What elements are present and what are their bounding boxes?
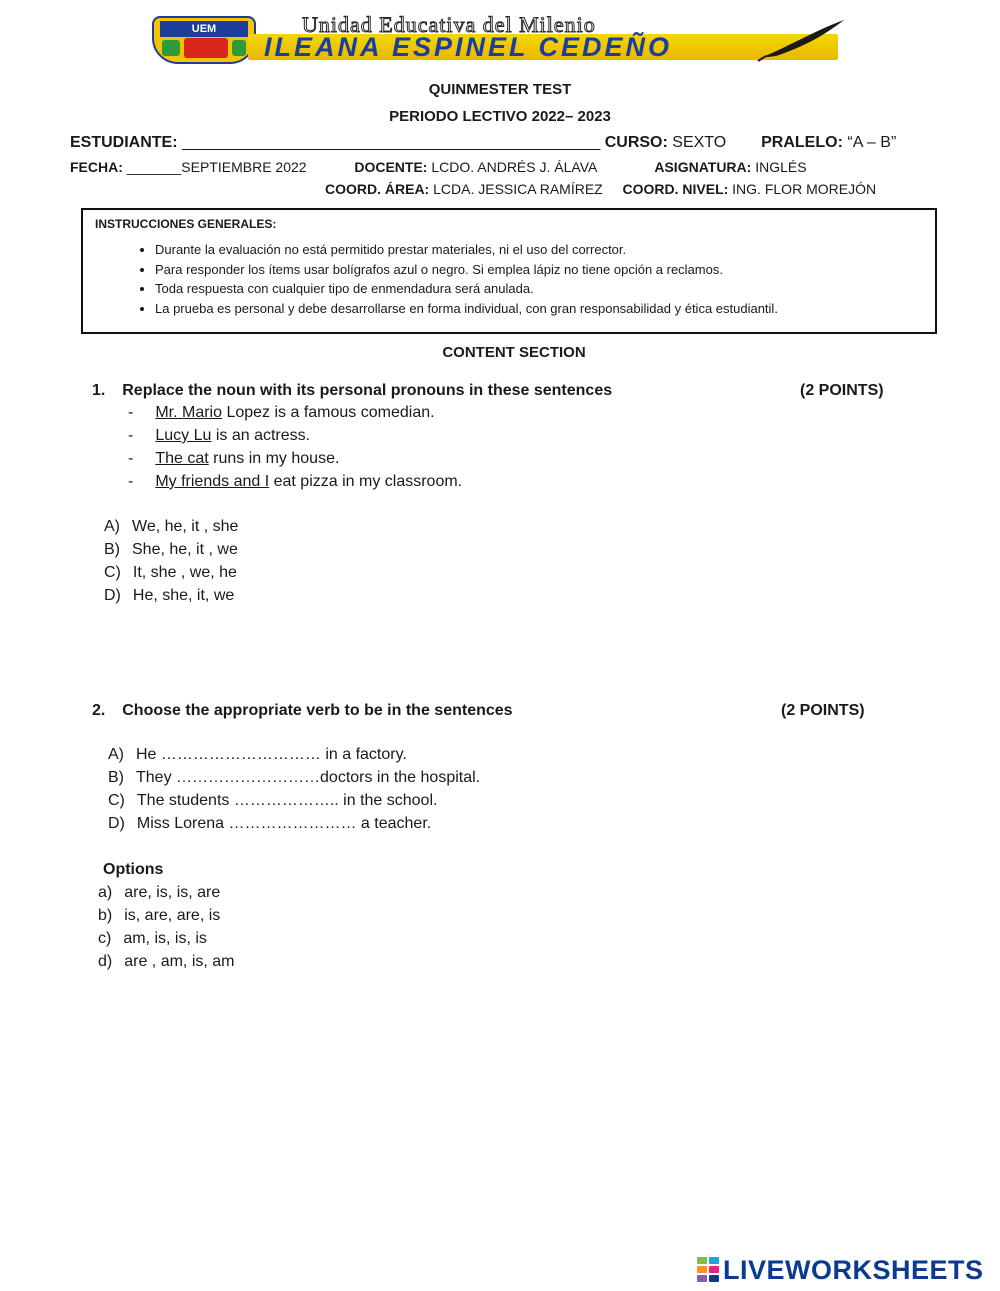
level-label: COORD. NIVEL: bbox=[622, 181, 729, 197]
instructions-box bbox=[81, 208, 937, 334]
student-name-blank[interactable]: _______________________________________________ bbox=[182, 134, 601, 151]
school-name-line2: ILEANA ESPINEL CEDEÑO bbox=[264, 32, 673, 62]
coordinators-row bbox=[325, 181, 876, 197]
instruction-item: • Para responder los ítems usar bolígrafos azul o negro. Si emplea lápiz no tiene opción a reclamos. bbox=[155, 260, 935, 280]
instruction-item: • Toda respuesta con cualquier tipo de enmendadura será anulada. bbox=[155, 279, 935, 299]
question-1-points: (2 POINTS) bbox=[800, 382, 884, 399]
q2-sentence[interactable] bbox=[108, 792, 437, 810]
option-text: am, is, is, is bbox=[123, 930, 207, 947]
instruction-item: • Durante la evaluación no está permitido prestar materiales, ni el uso del corrector. bbox=[155, 240, 935, 260]
liveworksheets-watermark[interactable] bbox=[697, 1255, 993, 1285]
underlined-noun: Mr. Mario bbox=[155, 404, 222, 421]
q1-sentence bbox=[128, 404, 435, 422]
date-label: FECHA: bbox=[70, 159, 123, 175]
content-section-title: CONTENT SECTION bbox=[442, 344, 586, 361]
q1-option-c[interactable] bbox=[104, 564, 237, 582]
parallel-value: “A – B” bbox=[847, 134, 897, 151]
teacher-label: DOCENTE: bbox=[354, 159, 428, 175]
sentence-text: He ………………………… in a factory. bbox=[136, 746, 407, 763]
question-1-heading bbox=[92, 382, 612, 400]
sentence-text: They ………………………doctors in the hospital. bbox=[136, 769, 481, 786]
sentence-text: Miss Lorena …………………… a teacher. bbox=[136, 815, 432, 832]
underlined-noun: Lucy Lu bbox=[155, 427, 212, 444]
school-period: PERIODO LECTIVO 2022– 2023 bbox=[389, 108, 611, 125]
q1-sentence bbox=[128, 473, 462, 491]
question-2-prompt: Choose the appropriate verb to be in the sentences bbox=[122, 702, 513, 719]
student-label: ESTUDIANTE: bbox=[70, 134, 178, 151]
option-text: are , am, is, am bbox=[124, 953, 235, 970]
liveworksheets-logo-icon bbox=[697, 1257, 721, 1283]
sentence-rest: eat pizza in my classroom. bbox=[269, 473, 463, 490]
q1-sentence bbox=[128, 450, 339, 468]
option-letter: D) bbox=[104, 587, 121, 604]
option-text: It, she , we, he bbox=[132, 564, 237, 581]
sentence-rest: runs in my house. bbox=[208, 450, 340, 467]
student-row bbox=[70, 134, 896, 152]
q1-option-a[interactable] bbox=[104, 518, 238, 536]
dash: - bbox=[128, 473, 134, 490]
sentence-text: The students ……………….. in the school. bbox=[136, 792, 438, 809]
date-row bbox=[70, 159, 807, 175]
area-label: COORD. ÁREA: bbox=[325, 181, 430, 197]
sentence-rest: is an actress. bbox=[211, 427, 311, 444]
sentence-letter: D) bbox=[108, 815, 125, 832]
options-title: Options bbox=[103, 861, 164, 878]
quill-icon bbox=[756, 18, 846, 62]
option-text: are, is, is, are bbox=[124, 884, 221, 901]
question-1-prompt: Replace the noun with its personal pronouns in these sentences bbox=[122, 382, 613, 399]
parallel-label: PRALELO: bbox=[761, 134, 843, 151]
q2-option-d[interactable] bbox=[98, 953, 234, 971]
option-text: We, he, it , she bbox=[132, 518, 239, 535]
option-text: She, he, it , we bbox=[132, 541, 238, 558]
q1-sentence bbox=[128, 427, 310, 445]
option-text: He, she, it, we bbox=[132, 587, 235, 604]
option-letter: A) bbox=[104, 518, 120, 535]
q2-sentence[interactable] bbox=[108, 746, 407, 764]
underlined-noun: My friends and I bbox=[155, 473, 270, 490]
question-1-number: 1. bbox=[92, 382, 106, 399]
question-2-points: (2 POINTS) bbox=[781, 702, 865, 719]
option-letter: c) bbox=[98, 930, 112, 947]
shield-text: UEM bbox=[160, 21, 248, 37]
option-text: is, are, are, is bbox=[124, 907, 221, 924]
q2-sentence[interactable] bbox=[108, 815, 431, 833]
teacher-value: LCDO. ANDRÉS J. ÁLAVA bbox=[431, 159, 597, 175]
sentence-letter: C) bbox=[108, 792, 125, 809]
dash: - bbox=[128, 404, 134, 421]
dash: - bbox=[128, 450, 134, 467]
q1-option-d[interactable] bbox=[104, 587, 234, 605]
school-banner bbox=[152, 14, 846, 66]
date-value: _______SEPTIEMBRE 2022 bbox=[126, 159, 307, 175]
course-label: CURSO: bbox=[604, 134, 668, 151]
area-value: LCDA. JESSICA RAMÍREZ bbox=[433, 181, 603, 197]
instruction-item: • La prueba es personal y debe desarrollarse en forma individual, con gran responsabilidad y ética estudiantil. bbox=[155, 299, 935, 319]
school-name-line1: Unidad Educativa del Milenio bbox=[302, 12, 596, 37]
option-letter: b) bbox=[98, 907, 113, 924]
level-value: ING. FLOR MOREJÓN bbox=[732, 181, 877, 197]
subject-value: INGLÉS bbox=[755, 159, 807, 175]
q2-option-b[interactable] bbox=[98, 907, 220, 925]
sentence-rest: Lopez is a famous comedian. bbox=[222, 404, 435, 421]
option-letter: B) bbox=[104, 541, 120, 558]
q2-sentence[interactable] bbox=[108, 769, 480, 787]
instructions-heading: INSTRUCCIONES GENERALES: bbox=[95, 217, 277, 231]
question-2-heading bbox=[92, 702, 513, 720]
option-letter: a) bbox=[98, 884, 113, 901]
instructions-list bbox=[83, 240, 935, 318]
underlined-noun: The cat bbox=[155, 450, 209, 467]
question-2-number: 2. bbox=[92, 702, 106, 719]
test-title: QUINMESTER TEST bbox=[428, 81, 572, 98]
q2-option-a[interactable] bbox=[98, 884, 220, 902]
course-value: SEXTO bbox=[672, 134, 727, 151]
q2-option-c[interactable] bbox=[98, 930, 207, 948]
school-shield-logo bbox=[152, 16, 256, 64]
sentence-letter: B) bbox=[108, 769, 124, 786]
subject-label: ASIGNATURA: bbox=[654, 159, 752, 175]
option-letter: d) bbox=[98, 953, 113, 970]
option-letter: C) bbox=[104, 564, 121, 581]
sentence-letter: A) bbox=[108, 746, 124, 763]
liveworksheets-text: LIVEWORKSHEETS bbox=[723, 1255, 984, 1285]
q1-option-b[interactable] bbox=[104, 541, 238, 559]
dash: - bbox=[128, 427, 134, 444]
